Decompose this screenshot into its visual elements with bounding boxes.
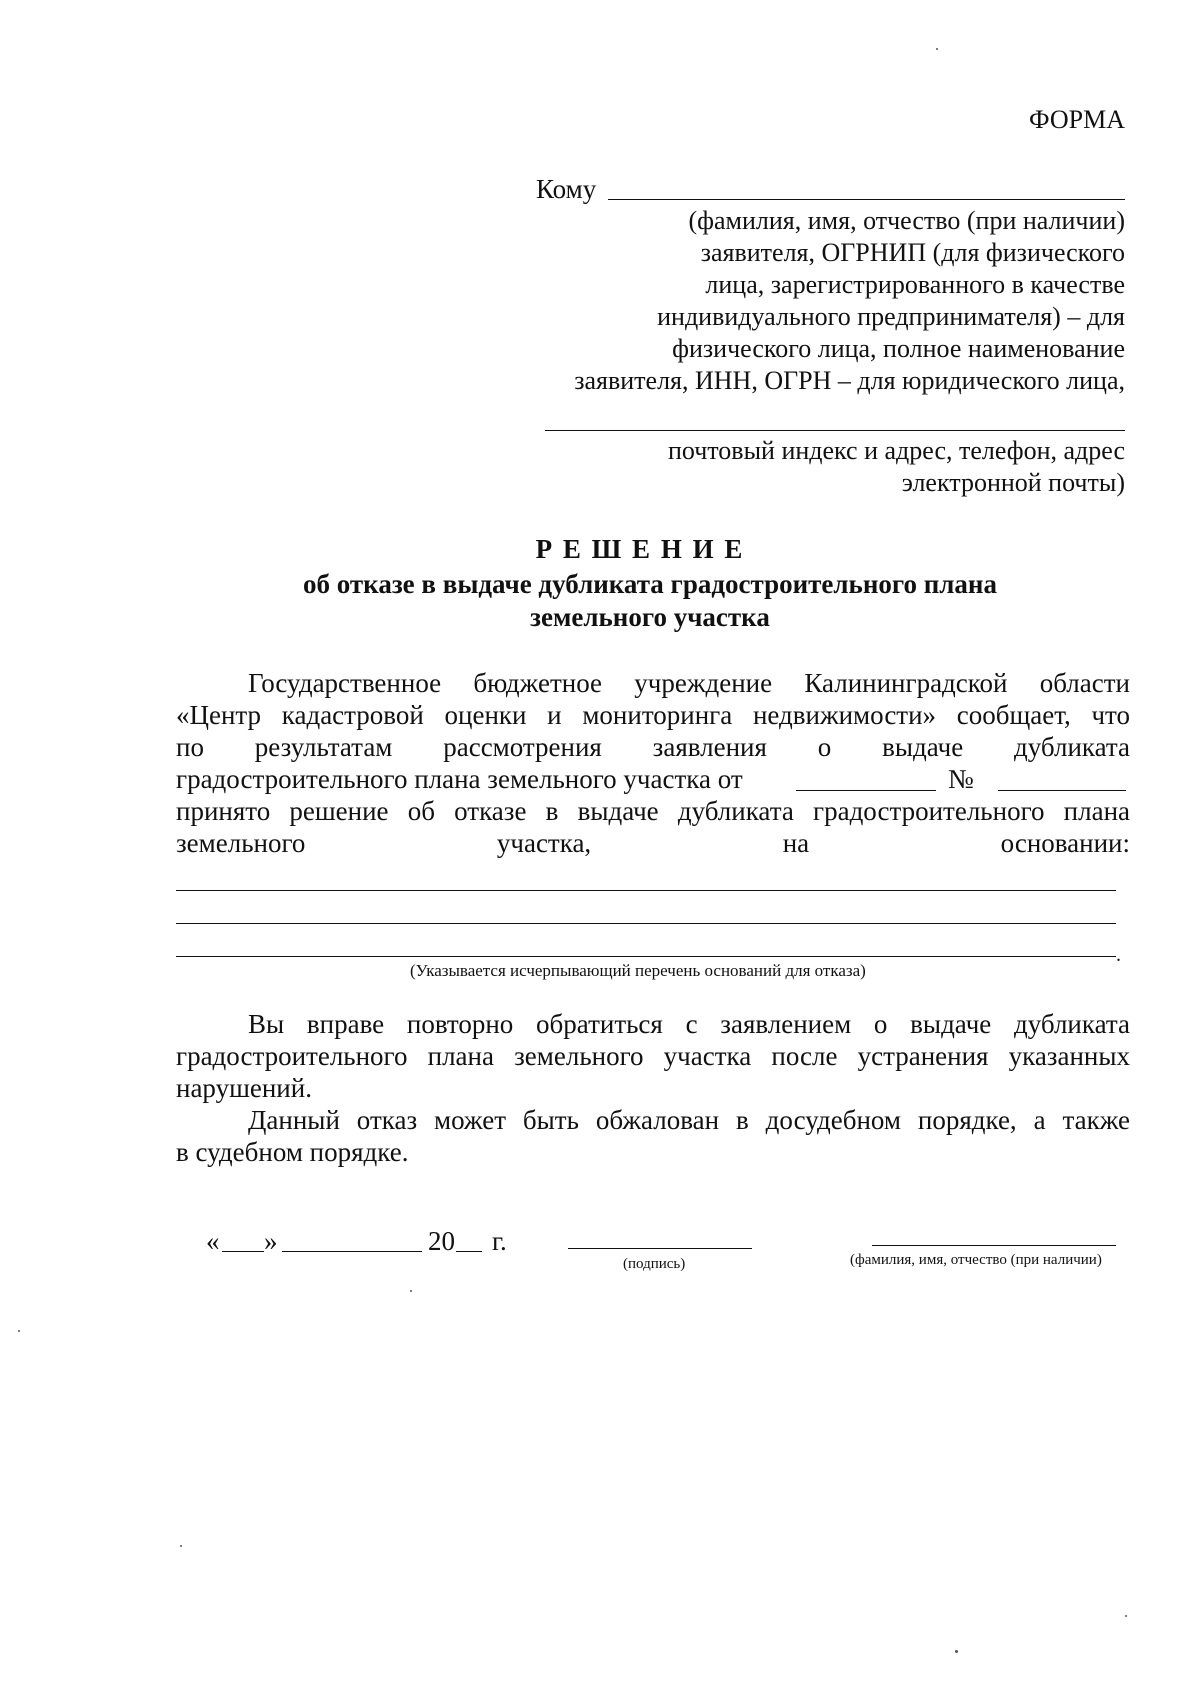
body-p1-line5: принято решение об отказе в выдаче дубликата градостроительного плана	[176, 796, 1130, 826]
body-p3-line1: Данный отказ может быть обжалован в досудебном порядке, а также	[248, 1105, 1130, 1135]
date-close-quote: »	[264, 1226, 278, 1256]
application-date-field[interactable]	[796, 790, 936, 791]
to-label: Кому	[536, 174, 597, 204]
scan-speck	[410, 1290, 412, 1292]
reasons-line-2[interactable]	[176, 923, 1116, 924]
address-note-1: почтовый индекс и адрес, телефон, адрес	[667, 436, 1125, 465]
signature-field[interactable]	[568, 1248, 752, 1249]
body-p2-line2: градостроительного плана земельного участка после устранения указанных	[176, 1041, 1130, 1071]
number-sign: №	[948, 764, 974, 794]
recipient-note-2: заявителя, ОГРНИП (для физического	[700, 238, 1125, 267]
period-mark: .	[1116, 944, 1121, 966]
name-caption: (фамилия, имя, отчество (при наличии)	[850, 1252, 1102, 1268]
body-p1-line1: Государственное бюджетное учреждение Калининградской области	[248, 668, 1130, 698]
date-day-field[interactable]	[222, 1251, 264, 1252]
date-month-field[interactable]	[282, 1251, 422, 1252]
reasons-caption: (Указывается исчерпывающий перечень оснований для отказа)	[410, 961, 866, 980]
signature-caption: (подпись)	[623, 1256, 686, 1272]
scan-speck	[18, 1330, 20, 1332]
recipient-note-6: заявителя, ИНН, ОГРН – для юридического лица,	[574, 366, 1125, 395]
body-p1-line6: земельного участка, на основании:	[176, 828, 1130, 858]
scan-speck	[180, 1545, 182, 1547]
scan-speck	[936, 48, 938, 50]
year-suffix: г.	[492, 1226, 507, 1256]
application-number-field[interactable]	[998, 790, 1126, 791]
form-label: ФОРМА	[1029, 105, 1125, 134]
date-open-quote: «	[206, 1226, 220, 1256]
scan-speck	[1125, 1615, 1127, 1617]
body-p1-line3: по результатам рассмотрения заявления о выдаче дубликата	[176, 732, 1130, 762]
body-p1-line4: градостроительного плана земельного участка от	[176, 764, 743, 794]
document-subtitle-2: земельного участка	[530, 602, 770, 632]
address-note-2: электронной почты)	[901, 468, 1125, 497]
body-p1-line2: «Центр кадастровой оценки и мониторинга недвижимости» сообщает, что	[176, 700, 1130, 730]
name-field[interactable]	[872, 1245, 1116, 1246]
date-year-field[interactable]	[456, 1251, 482, 1252]
scan-speck	[955, 1650, 958, 1653]
recipient-note-3: лица, зарегистрированного в качестве	[705, 270, 1125, 299]
year-prefix: 20	[428, 1226, 455, 1256]
reasons-line-1[interactable]	[176, 890, 1116, 891]
recipient-field-line[interactable]	[608, 199, 1125, 200]
document-title: Р Е Ш Е Н И Е	[535, 534, 745, 564]
document-subtitle-1: об отказе в выдаче дубликата градостроительного плана	[303, 569, 997, 599]
recipient-note-5: физического лица, полное наименование	[672, 334, 1125, 363]
body-p3-line2: в судебном порядке.	[176, 1137, 409, 1167]
body-p2-line3: нарушений.	[176, 1073, 312, 1103]
body-p2-line1: Вы вправе повторно обратиться с заявлением о выдаче дубликата	[248, 1009, 1130, 1039]
recipient-note-4: индивидуального предпринимателя) – для	[657, 302, 1125, 331]
recipient-note-1: (фамилия, имя, отчество (при наличии)	[688, 206, 1125, 235]
reasons-line-3[interactable]	[176, 956, 1116, 957]
address-field-line[interactable]	[545, 430, 1125, 431]
